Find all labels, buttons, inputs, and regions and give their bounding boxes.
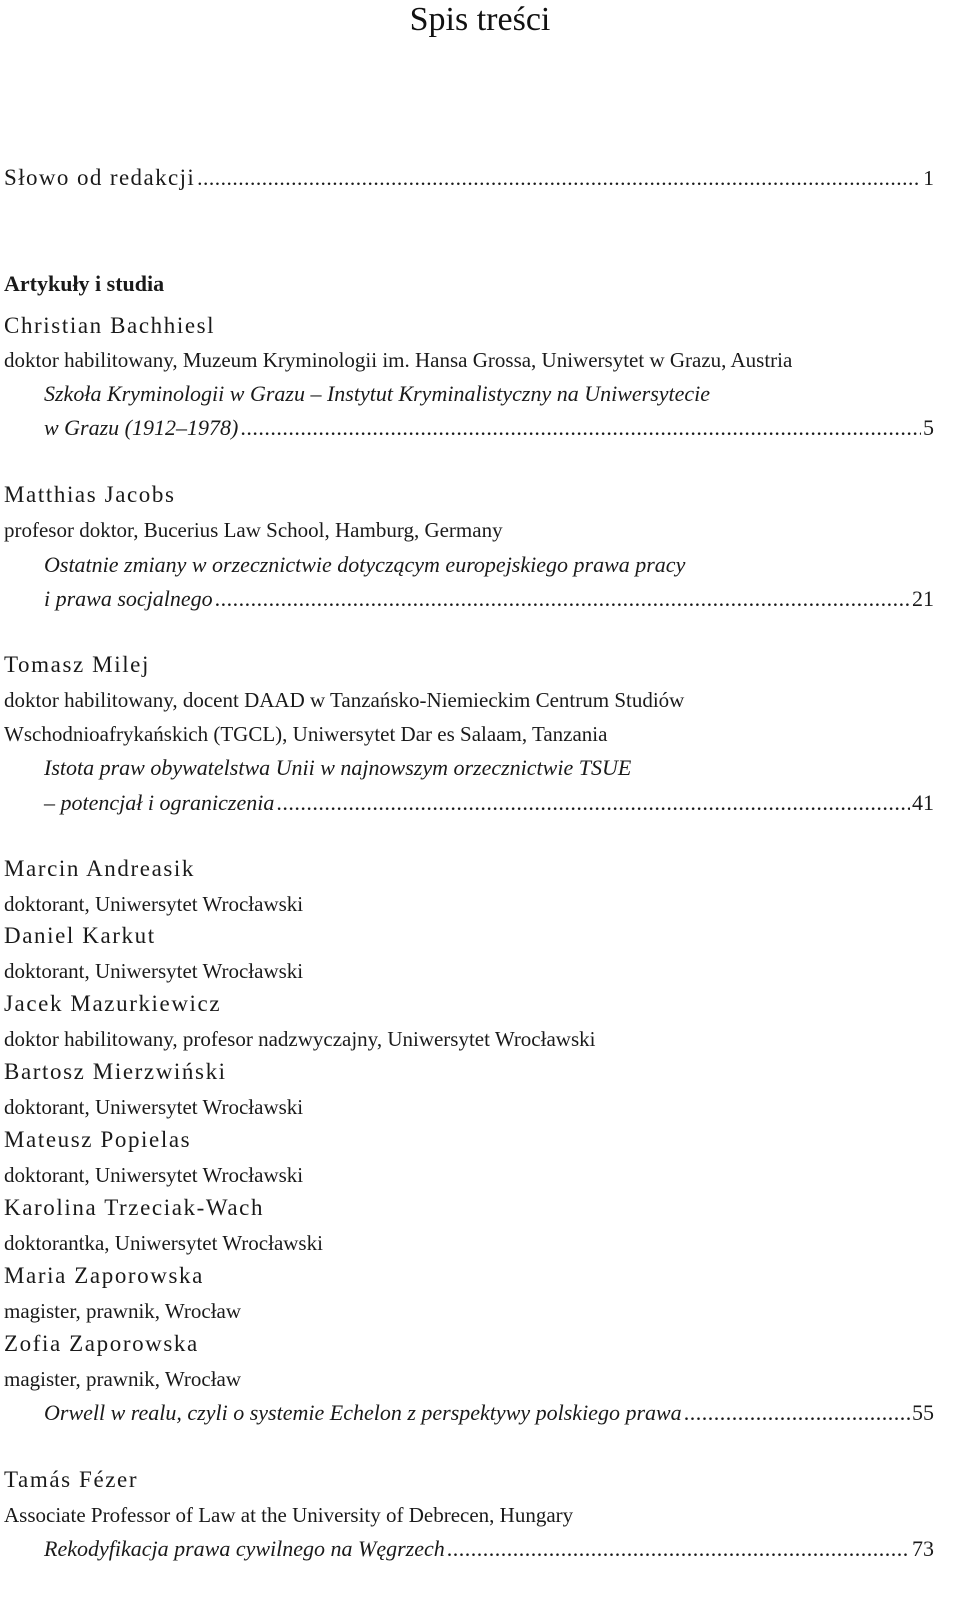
article-title-line: w Grazu (1912–1978) bbox=[44, 415, 239, 440]
page-number: 1 bbox=[923, 166, 934, 190]
toc-entry-intro[interactable] bbox=[4, 164, 934, 192]
author-affiliation: doktor habilitowany, profesor nadzwyczajny, Uniwersytet Wrocławski bbox=[4, 1027, 596, 1051]
author-name: Tamás Fézer bbox=[4, 1467, 139, 1492]
article-title-line: i prawa socjalnego bbox=[44, 586, 213, 611]
toc-entry-article-4[interactable] bbox=[44, 1399, 934, 1427]
author-name: Tomasz Milej bbox=[4, 652, 150, 677]
author-affiliation: doktor habilitowany, Muzeum Kryminologii im. Hansa Grossa, Uniwersytet w Grazu, Austria bbox=[4, 348, 793, 372]
toc-entry-article-2[interactable] bbox=[44, 585, 934, 613]
dot-leader bbox=[684, 1399, 910, 1427]
page-number: 41 bbox=[912, 790, 934, 815]
author-affiliation: magister, prawnik, Wrocław bbox=[4, 1367, 242, 1391]
author-affiliation: doktorant, Uniwersytet Wrocławski bbox=[4, 959, 304, 983]
page-title: Spis treści bbox=[409, 1, 551, 38]
dot-leader bbox=[447, 1535, 910, 1563]
page-number: 55 bbox=[912, 1400, 934, 1425]
author-affiliation: profesor doktor, Bucerius Law School, Hamburg, Germany bbox=[4, 518, 503, 542]
article-title-line: Rekodyfikacja prawa cywilnego na Węgrzech bbox=[44, 1536, 445, 1561]
author-affiliation: doktorantka, Uniwersytet Wrocławski bbox=[4, 1231, 323, 1255]
author-affiliation: magister, prawnik, Wrocław bbox=[4, 1299, 242, 1323]
author-name: Mateusz Popielas bbox=[4, 1127, 192, 1152]
article-title-line: Istota praw obywatelstwa Unii w najnowszym orzecznictwie TSUE bbox=[44, 755, 632, 780]
author-name: Christian Bachhiesl bbox=[4, 313, 216, 338]
dot-leader bbox=[215, 585, 910, 613]
author-affiliation: doktorant, Uniwersytet Wrocławski bbox=[4, 892, 304, 916]
author-affiliation: doktorant, Uniwersytet Wrocławski bbox=[4, 1163, 304, 1187]
article-title-line: Ostatnie zmiany w orzecznictwie dotyczącym europejskiego prawa pracy bbox=[44, 552, 686, 577]
dot-leader bbox=[197, 164, 921, 192]
author-name: Matthias Jacobs bbox=[4, 482, 176, 507]
toc-entry-label: Słowo od redakcji bbox=[4, 165, 196, 190]
author-name: Daniel Karkut bbox=[4, 923, 156, 948]
toc-entry-article-3[interactable] bbox=[44, 789, 934, 817]
author-name: Bartosz Mierzwiński bbox=[4, 1059, 227, 1084]
author-affiliation: Associate Professor of Law at the University of Debrecen, Hungary bbox=[4, 1503, 574, 1527]
dot-leader bbox=[240, 414, 921, 442]
article-title-line: Orwell w realu, czyli o systemie Echelon z perspektywy polskiego prawa bbox=[44, 1400, 682, 1425]
toc-entry-article-5[interactable] bbox=[44, 1535, 934, 1563]
author-affiliation: doktor habilitowany, docent DAAD w Tanzańsko-Niemieckim Centrum Studiów bbox=[4, 688, 685, 712]
author-name: Marcin Andreasik bbox=[4, 856, 196, 881]
article-title-line: – potencjał i ograniczenia bbox=[44, 790, 275, 815]
author-name: Maria Zaporowska bbox=[4, 1263, 204, 1288]
page-number: 21 bbox=[912, 586, 934, 611]
page-number: 73 bbox=[912, 1536, 934, 1561]
toc-entry-article-1[interactable] bbox=[44, 414, 934, 442]
article-title-line: Szkoła Kryminologii w Grazu – Instytut Kryminalistyczny na Uniwersytecie bbox=[44, 381, 711, 406]
author-affiliation: Wschodnioafrykańskich (TGCL), Uniwersytet Dar es Salaam, Tanzania bbox=[4, 722, 608, 746]
dot-leader bbox=[276, 789, 910, 817]
author-affiliation: doktorant, Uniwersytet Wrocławski bbox=[4, 1095, 304, 1119]
section-heading: Artykuły i studia bbox=[4, 271, 165, 296]
author-name: Zofia Zaporowska bbox=[4, 1331, 199, 1356]
author-name: Karolina Trzeciak-Wach bbox=[4, 1195, 265, 1220]
author-name: Jacek Mazurkiewicz bbox=[4, 991, 222, 1016]
page-number: 5 bbox=[923, 415, 934, 440]
